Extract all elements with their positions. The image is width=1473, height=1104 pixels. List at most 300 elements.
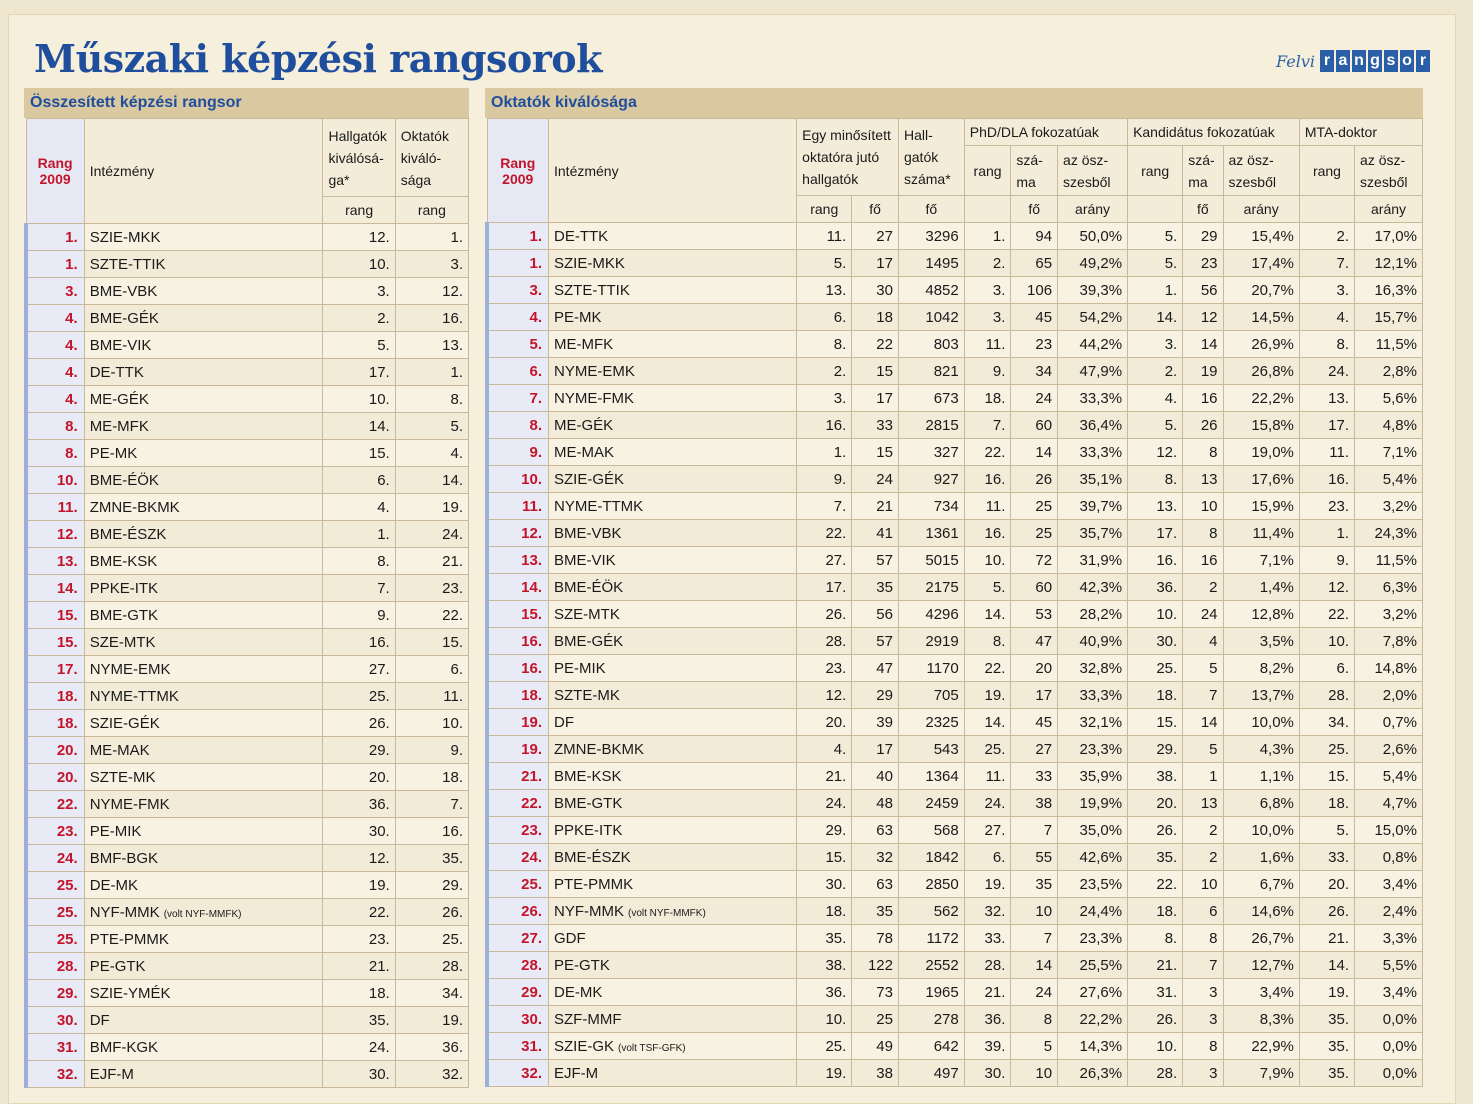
teachers-rank-cell: 14. <box>395 467 468 494</box>
students-rank-cell: 18. <box>323 980 395 1007</box>
teacher-excellence-title: Oktatók kiválósága <box>485 88 1423 118</box>
mta-share-cell: 0,0% <box>1355 1033 1423 1060</box>
mta-rank-cell: 3. <box>1299 277 1354 304</box>
table-row <box>487 304 1423 331</box>
cand-rank-cell: 35. <box>1128 844 1183 871</box>
ratio-count-cell: 40 <box>852 763 899 790</box>
institution-cell <box>84 359 323 386</box>
table-row <box>487 574 1423 601</box>
cand-share-cell: 3,5% <box>1223 628 1299 655</box>
institution-cell <box>84 629 323 656</box>
cand-count-cell: 24 <box>1183 601 1223 628</box>
phd-rank-cell: 11. <box>964 763 1011 790</box>
cand-rank-cell: 14. <box>1128 304 1183 331</box>
cand-rank-cell: 22. <box>1128 871 1183 898</box>
ratio-count-cell: 29 <box>852 682 899 709</box>
institution-cell <box>549 223 797 250</box>
institution-cell <box>549 817 797 844</box>
ratio-count-cell: 25 <box>852 1006 899 1033</box>
students-rang-subheader: rang <box>323 197 395 224</box>
students-count-cell: 705 <box>898 682 964 709</box>
rank-cell: 19. <box>487 736 549 763</box>
teachers-rank-cell: 10. <box>395 710 468 737</box>
ratio-rank-cell: 30. <box>797 871 852 898</box>
teachers-rank-cell: 35. <box>395 845 468 872</box>
cand-share-cell: 11,4% <box>1223 520 1299 547</box>
sub-empty <box>1299 196 1354 223</box>
rank-cell: 15. <box>26 602 84 629</box>
students-excellence-header: Hallgatók kiválósá-ga* <box>323 119 395 197</box>
institution-name: NYME-EMK <box>89 660 171 678</box>
institution-cell <box>84 872 323 899</box>
phd-share-cell: 39,7% <box>1058 493 1128 520</box>
rank-cell: 28. <box>487 952 549 979</box>
institution-name: NYF-MMK <box>554 902 624 920</box>
teachers-rank-cell: 5. <box>395 413 468 440</box>
rank-cell: 4. <box>26 386 84 413</box>
institution-cell <box>84 1007 323 1034</box>
phd-rank-cell: 11. <box>964 493 1011 520</box>
phd-count-header: szá-ma <box>1011 146 1058 196</box>
phd-rank-cell: 8. <box>964 628 1011 655</box>
institution-name: NYF-MMK <box>89 903 160 921</box>
cand-count-cell: 19 <box>1183 358 1223 385</box>
felvi-rangsor-logo <box>1276 50 1430 72</box>
ratio-rank-cell: 9. <box>797 466 852 493</box>
cand-share-cell: 8,2% <box>1223 655 1299 682</box>
rank-cell: 29. <box>487 979 549 1006</box>
institution-name: SZE-MTK <box>89 633 156 651</box>
table-row <box>26 710 469 737</box>
table-row <box>487 1006 1423 1033</box>
institution-cell <box>84 845 323 872</box>
mta-rank-cell: 1. <box>1299 520 1354 547</box>
institution-cell <box>84 224 323 251</box>
cand-count-cell: 8 <box>1183 1033 1223 1060</box>
rank-cell: 19. <box>487 709 549 736</box>
phd-rank-cell: 14. <box>964 601 1011 628</box>
institution-cell <box>84 548 323 575</box>
institution-cell <box>549 844 797 871</box>
phd-share-cell: 27,6% <box>1058 979 1128 1006</box>
rank-cell: 7. <box>487 385 549 412</box>
phd-share-cell: 33,3% <box>1058 682 1128 709</box>
overall-ranking-panel <box>24 88 469 1088</box>
cand-rank-cell: 5. <box>1128 223 1183 250</box>
phd-share-cell: 42,6% <box>1058 844 1128 871</box>
table-row <box>487 547 1423 574</box>
cand-count-cell: 14 <box>1183 331 1223 358</box>
ratio-rank-cell: 28. <box>797 628 852 655</box>
mta-share-cell: 0,7% <box>1355 709 1423 736</box>
rank-cell: 25. <box>26 926 84 953</box>
phd-count-cell: 55 <box>1011 844 1058 871</box>
cand-share-cell: 17,6% <box>1223 466 1299 493</box>
students-rank-cell: 15. <box>323 440 395 467</box>
phd-count-cell: 10 <box>1011 898 1058 925</box>
phd-rank-cell: 14. <box>964 709 1011 736</box>
cand-share-cell: 19,0% <box>1223 439 1299 466</box>
cand-rank-cell: 21. <box>1128 952 1183 979</box>
cand-count-header: szá-ma <box>1183 146 1223 196</box>
mta-share-cell: 4,7% <box>1355 790 1423 817</box>
phd-rang-header: rang <box>964 146 1011 196</box>
ratio-count-cell: 56 <box>852 601 899 628</box>
institution-name: BME-GÉK <box>554 632 624 650</box>
institution-cell <box>549 547 797 574</box>
institution-name: SZIE-MKK <box>554 254 625 272</box>
mta-rank-cell: 5. <box>1299 817 1354 844</box>
rank-cell: 31. <box>487 1033 549 1060</box>
teachers-rank-cell: 26. <box>395 899 468 926</box>
phd-share-header: az ösz-szesből <box>1058 146 1128 196</box>
institution-name: BME-GTK <box>89 606 159 624</box>
institution-cell <box>84 575 323 602</box>
mta-rank-cell: 33. <box>1299 844 1354 871</box>
table-row <box>487 682 1423 709</box>
table-row <box>26 899 469 926</box>
institution-name: DE-MK <box>554 983 603 1001</box>
ratio-rank-cell: 35. <box>797 925 852 952</box>
institution-name: SZTE-MK <box>554 686 620 704</box>
mta-rank-cell: 16. <box>1299 466 1354 493</box>
phd-share-cell: 24,4% <box>1058 898 1128 925</box>
rank-cell: 17. <box>26 656 84 683</box>
phd-count-cell: 45 <box>1011 304 1058 331</box>
phd-rank-cell: 22. <box>964 439 1011 466</box>
cand-count-cell: 23 <box>1183 250 1223 277</box>
mta-share-cell: 4,8% <box>1355 412 1423 439</box>
students-rank-cell: 12. <box>323 845 395 872</box>
institution-name: BME-ÉÖK <box>89 471 159 489</box>
phd-count-cell: 25 <box>1011 520 1058 547</box>
teachers-rank-cell: 4. <box>395 440 468 467</box>
sub-fo: fő <box>1183 196 1223 223</box>
cand-count-cell: 5 <box>1183 655 1223 682</box>
cand-share-cell: 3,4% <box>1223 979 1299 1006</box>
cand-count-cell: 1 <box>1183 763 1223 790</box>
teachers-rank-cell: 21. <box>395 548 468 575</box>
table-row <box>26 575 469 602</box>
logo-letter: o <box>1400 50 1414 72</box>
students-count-cell: 821 <box>898 358 964 385</box>
rank-cell: 1. <box>26 251 84 278</box>
cand-rank-cell: 18. <box>1128 898 1183 925</box>
table-row <box>487 844 1423 871</box>
rank-cell: 18. <box>26 710 84 737</box>
teachers-rank-cell: 6. <box>395 656 468 683</box>
institution-note: (volt NYF-MMFK) <box>163 908 242 920</box>
students-rank-cell: 20. <box>323 764 395 791</box>
cand-rank-cell: 1. <box>1128 277 1183 304</box>
phd-rank-cell: 27. <box>964 817 1011 844</box>
mta-share-cell: 5,4% <box>1355 466 1423 493</box>
cand-count-cell: 6 <box>1183 898 1223 925</box>
phd-share-cell: 32,8% <box>1058 655 1128 682</box>
cand-share-cell: 22,2% <box>1223 385 1299 412</box>
phd-count-cell: 38 <box>1011 790 1058 817</box>
teachers-excellence-header: Oktatók kiváló-sága <box>395 119 468 197</box>
institution-cell <box>84 386 323 413</box>
institution-name: BME-KSK <box>89 552 158 570</box>
phd-rank-cell: 16. <box>964 466 1011 493</box>
rank-cell: 32. <box>487 1060 549 1087</box>
sub-arany: arány <box>1223 196 1299 223</box>
phd-count-cell: 7 <box>1011 925 1058 952</box>
institution-name: PTE-PMMK <box>554 875 634 893</box>
phd-count-cell: 35 <box>1011 871 1058 898</box>
institution-name: ME-GÉK <box>554 416 614 434</box>
ratio-count-cell: 22 <box>852 331 899 358</box>
cand-count-cell: 5 <box>1183 736 1223 763</box>
teachers-rank-cell: 18. <box>395 764 468 791</box>
institution-note: (volt TSF-GFK) <box>618 1042 686 1054</box>
cand-count-cell: 13 <box>1183 790 1223 817</box>
mta-share-cell: 3,4% <box>1355 871 1423 898</box>
mta-rank-cell: 26. <box>1299 898 1354 925</box>
ratio-rank-cell: 4. <box>797 736 852 763</box>
phd-rank-cell: 33. <box>964 925 1011 952</box>
rank-cell: 18. <box>26 683 84 710</box>
mta-rank-cell: 22. <box>1299 601 1354 628</box>
institution-cell <box>84 683 323 710</box>
sub-fo: fő <box>852 196 899 223</box>
cand-count-cell: 3 <box>1183 979 1223 1006</box>
ratio-rank-cell: 8. <box>797 331 852 358</box>
institution-name: SZIE-GÉK <box>89 714 160 732</box>
students-count-cell: 1364 <box>898 763 964 790</box>
students-count-cell: 927 <box>898 466 964 493</box>
institution-name: BME-ÉÖK <box>554 578 624 596</box>
institution-cell <box>84 791 323 818</box>
students-count-cell: 1965 <box>898 979 964 1006</box>
teachers-rank-cell: 34. <box>395 980 468 1007</box>
table-row <box>26 845 469 872</box>
cand-share-cell: 15,8% <box>1223 412 1299 439</box>
institution-cell <box>549 709 797 736</box>
ratio-count-cell: 48 <box>852 790 899 817</box>
logo-prefix: Felvi <box>1276 51 1315 71</box>
teachers-rank-cell: 8. <box>395 386 468 413</box>
mta-rank-cell: 8. <box>1299 331 1354 358</box>
cand-rank-cell: 26. <box>1128 817 1183 844</box>
institution-cell <box>84 926 323 953</box>
phd-header: PhD/DLA fokozatúak <box>964 119 1127 146</box>
phd-share-cell: 23,3% <box>1058 925 1128 952</box>
table-row <box>487 655 1423 682</box>
institution-name: SZF-MMF <box>554 1010 622 1028</box>
cand-rank-cell: 29. <box>1128 736 1183 763</box>
rank-cell: 1. <box>487 250 549 277</box>
rank-cell: 16. <box>487 655 549 682</box>
sub-empty <box>1128 196 1183 223</box>
ratio-rank-cell: 22. <box>797 520 852 547</box>
cand-share-cell: 8,3% <box>1223 1006 1299 1033</box>
table-row <box>487 466 1423 493</box>
cand-rank-cell: 10. <box>1128 1033 1183 1060</box>
institution-name: BME-VBK <box>554 524 622 542</box>
table-row <box>26 1007 469 1034</box>
teachers-rank-cell: 13. <box>395 332 468 359</box>
mta-share-cell: 17,0% <box>1355 223 1423 250</box>
mta-share-cell: 12,1% <box>1355 250 1423 277</box>
rank-cell: 1. <box>487 223 549 250</box>
cand-rank-cell: 25. <box>1128 655 1183 682</box>
phd-count-cell: 65 <box>1011 250 1058 277</box>
table-row <box>26 548 469 575</box>
mta-share-cell: 6,3% <box>1355 574 1423 601</box>
cand-rank-cell: 15. <box>1128 709 1183 736</box>
institution-name: NYME-TTMK <box>89 687 179 705</box>
table-row <box>487 790 1423 817</box>
institution-name: ME-MFK <box>89 417 149 435</box>
cand-share-cell: 10,0% <box>1223 817 1299 844</box>
rank-cell: 22. <box>26 791 84 818</box>
mta-share-cell: 0,8% <box>1355 844 1423 871</box>
mta-rank-cell: 35. <box>1299 1060 1354 1087</box>
mta-rank-cell: 23. <box>1299 493 1354 520</box>
table-row <box>487 358 1423 385</box>
institution-name: BME-GÉK <box>89 309 159 327</box>
cand-count-cell: 7 <box>1183 952 1223 979</box>
institution-cell <box>549 520 797 547</box>
mta-rank-cell: 24. <box>1299 358 1354 385</box>
students-count-cell: 327 <box>898 439 964 466</box>
institution-name: BME-GTK <box>554 794 623 812</box>
overall-ranking-table <box>24 118 469 1088</box>
institution-name: DE-MK <box>89 876 139 894</box>
cand-share-cell: 1,4% <box>1223 574 1299 601</box>
table-row <box>26 737 469 764</box>
institution-name: BME-KSK <box>554 767 622 785</box>
phd-rank-cell: 5. <box>964 574 1011 601</box>
table-row <box>26 683 469 710</box>
table-row <box>26 980 469 1007</box>
institution-name: ME-MAK <box>89 741 150 759</box>
rank-cell: 14. <box>487 574 549 601</box>
rank-cell: 23. <box>26 818 84 845</box>
logo-letter: a <box>1336 50 1350 72</box>
table-row <box>487 250 1423 277</box>
ratio-rank-cell: 12. <box>797 682 852 709</box>
mta-rank-cell: 35. <box>1299 1033 1354 1060</box>
mta-rank-cell: 2. <box>1299 223 1354 250</box>
phd-rank-cell: 6. <box>964 844 1011 871</box>
institution-name: EJF-M <box>554 1064 599 1082</box>
teachers-rank-cell: 1. <box>395 224 468 251</box>
cand-count-cell: 56 <box>1183 277 1223 304</box>
institution-name: SZTE-MK <box>89 768 156 786</box>
mta-rank-cell: 7. <box>1299 250 1354 277</box>
teachers-rank-cell: 19. <box>395 1007 468 1034</box>
ratio-count-cell: 35 <box>852 574 899 601</box>
institution-cell <box>549 655 797 682</box>
rank-cell: 32. <box>26 1061 84 1088</box>
ratio-count-cell: 73 <box>852 979 899 1006</box>
table-row <box>487 385 1423 412</box>
students-rank-cell: 6. <box>323 467 395 494</box>
table-row <box>487 763 1423 790</box>
table-row <box>26 521 469 548</box>
ratio-rank-cell: 7. <box>797 493 852 520</box>
table-row <box>487 277 1423 304</box>
teachers-rank-cell: 22. <box>395 602 468 629</box>
institution-cell <box>84 953 323 980</box>
institution-cell <box>84 1061 323 1088</box>
ratio-count-cell: 122 <box>852 952 899 979</box>
table-row <box>26 386 469 413</box>
institution-name: DE-TTK <box>554 227 609 245</box>
phd-count-cell: 72 <box>1011 547 1058 574</box>
institution-name: SZIE-GK <box>554 1037 615 1055</box>
table-row <box>487 331 1423 358</box>
students-count-cell: 543 <box>898 736 964 763</box>
rank-cell: 30. <box>26 1007 84 1034</box>
students-rank-cell: 35. <box>323 1007 395 1034</box>
teachers-rank-cell: 28. <box>395 953 468 980</box>
mta-share-cell: 16,3% <box>1355 277 1423 304</box>
ratio-count-cell: 47 <box>852 655 899 682</box>
cand-share-cell: 7,9% <box>1223 1060 1299 1087</box>
cand-count-cell: 16 <box>1183 547 1223 574</box>
phd-count-cell: 25 <box>1011 493 1058 520</box>
institution-cell <box>549 601 797 628</box>
ratio-count-cell: 17 <box>852 250 899 277</box>
mta-share-cell: 11,5% <box>1355 331 1423 358</box>
rank-cell: 24. <box>26 845 84 872</box>
phd-share-cell: 19,9% <box>1058 790 1128 817</box>
cand-share-cell: 15,4% <box>1223 223 1299 250</box>
mta-header: MTA-doktor <box>1299 119 1422 146</box>
institution-cell <box>549 250 797 277</box>
phd-count-cell: 23 <box>1011 331 1058 358</box>
institution-cell <box>84 278 323 305</box>
institution-cell <box>549 871 797 898</box>
institution-cell <box>549 331 797 358</box>
mta-share-cell: 2,8% <box>1355 358 1423 385</box>
table-row <box>487 439 1423 466</box>
institution-name: BMF-KGK <box>89 1038 159 1056</box>
students-count-cell: 497 <box>898 1060 964 1087</box>
students-count-cell: 4296 <box>898 601 964 628</box>
cand-count-cell: 2 <box>1183 817 1223 844</box>
rank-cell: 8. <box>487 412 549 439</box>
mta-share-cell: 0,0% <box>1355 1006 1423 1033</box>
rank-cell: 15. <box>487 601 549 628</box>
ratio-rank-cell: 25. <box>797 1033 852 1060</box>
rank-cell: 10. <box>26 467 84 494</box>
phd-share-cell: 39,3% <box>1058 277 1128 304</box>
mta-rank-cell: 35. <box>1299 1006 1354 1033</box>
ratio-count-cell: 32 <box>852 844 899 871</box>
students-rank-cell: 29. <box>323 737 395 764</box>
institution-name: NYME-EMK <box>554 362 635 380</box>
phd-rank-cell: 28. <box>964 952 1011 979</box>
phd-count-cell: 47 <box>1011 628 1058 655</box>
institution-cell <box>549 277 797 304</box>
students-rank-cell: 7. <box>323 575 395 602</box>
table-row <box>26 251 469 278</box>
rank-cell: 3. <box>26 278 84 305</box>
table-row <box>487 412 1423 439</box>
table-row <box>26 494 469 521</box>
phd-share-cell: 31,9% <box>1058 547 1128 574</box>
ratio-count-cell: 78 <box>852 925 899 952</box>
phd-count-cell: 17 <box>1011 682 1058 709</box>
mta-rank-cell: 6. <box>1299 655 1354 682</box>
phd-rank-cell: 25. <box>964 736 1011 763</box>
mta-rank-cell: 10. <box>1299 628 1354 655</box>
